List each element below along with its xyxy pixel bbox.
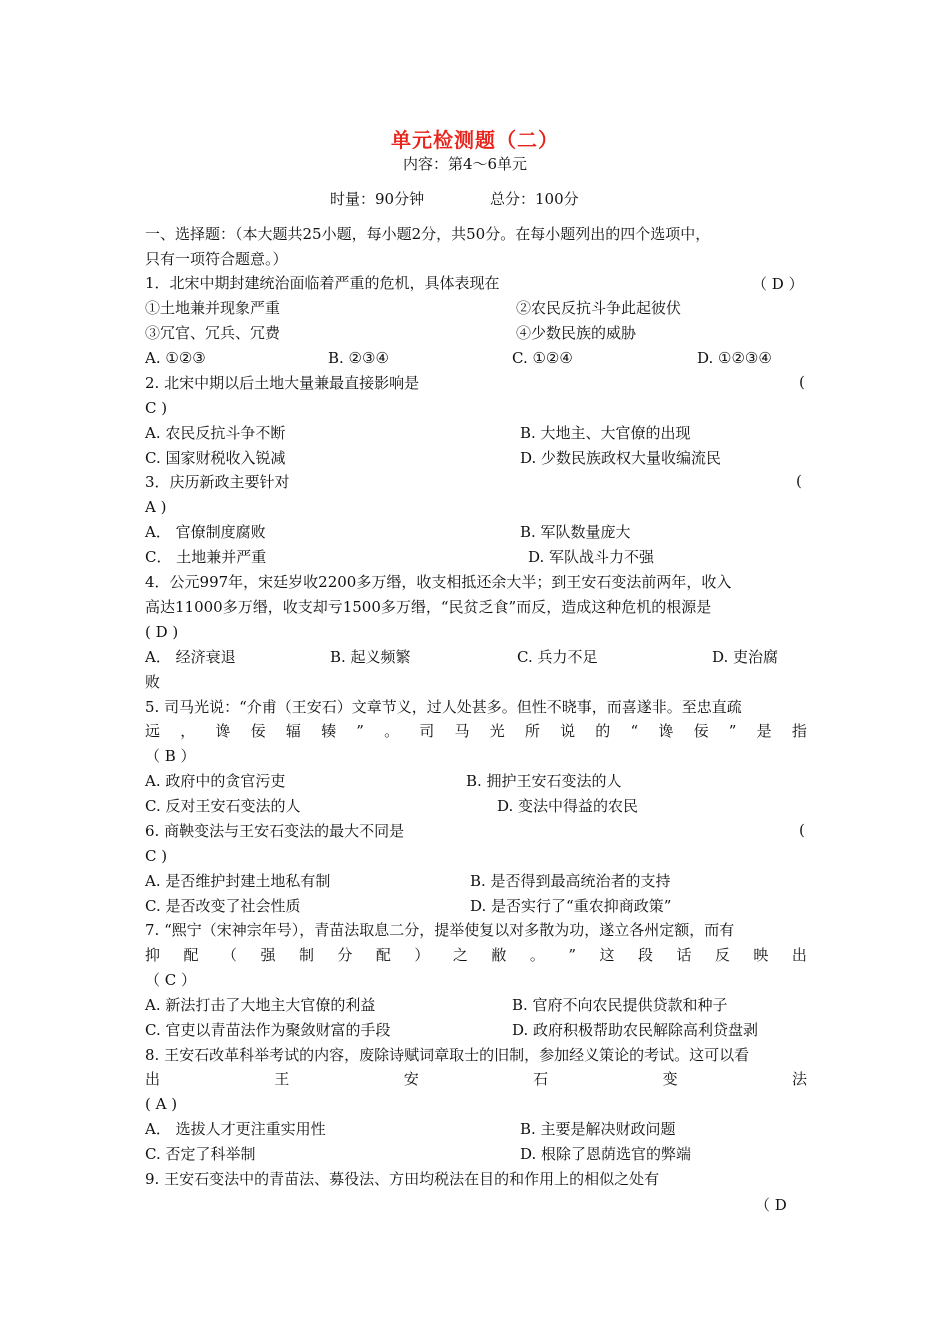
q6-paren: ( bbox=[799, 821, 805, 839]
q3-stem: 3．庆历新政主要针对 bbox=[145, 473, 290, 491]
q8-stem-line2 bbox=[145, 1069, 807, 1089]
q5-word: 司 bbox=[419, 722, 435, 740]
q4-option-d: D. 吏治腐 bbox=[712, 648, 779, 666]
q7-stem-line2 bbox=[145, 945, 807, 965]
q5-word: ， bbox=[180, 722, 196, 740]
q7-word: 抑 bbox=[145, 946, 161, 964]
q4-option-c: C. 兵力不足 bbox=[517, 648, 598, 666]
q6-option-c: C. 是否改变了社会性质 bbox=[145, 897, 301, 915]
q4-stem-line1: 4．公元997年，宋廷岁收2200多万缗，收支相抵还余大半；到王安石变法前两年，收入 bbox=[145, 573, 732, 591]
q8-word: 石 bbox=[533, 1070, 549, 1088]
q4-stem-line2: 高达11000多万缗，收支却亏1500多万缗，“民贫乏食”而反，造成这种危机的根源是 bbox=[145, 598, 712, 616]
q7-word: 敝 bbox=[491, 946, 507, 964]
q5-answer: （ B ） bbox=[145, 747, 196, 765]
q7-word: 配 bbox=[375, 946, 391, 964]
q7-option-b: B. 官府不向农民提供贷款和种子 bbox=[512, 996, 728, 1014]
q5-word: “ bbox=[630, 722, 639, 740]
q2-paren: ( bbox=[799, 373, 805, 391]
q1-option-d: D. ①②③④ bbox=[697, 349, 772, 367]
q7-word: 之 bbox=[452, 946, 468, 964]
q8-option-d: D. 根除了恩荫选官的弊端 bbox=[520, 1145, 692, 1163]
q3-option-c: C． 土地兼并严重 bbox=[145, 548, 267, 566]
q6-stem: 6. 商鞅变法与王安石变法的最大不同是 bbox=[145, 822, 405, 840]
q7-word: 这 bbox=[599, 946, 615, 964]
q1-item-3: ③冗官、冗兵、冗费 bbox=[145, 324, 281, 342]
q5-option-b: B. 拥护王安石变法的人 bbox=[466, 772, 622, 790]
q1-item-1: ①土地兼并现象严重 bbox=[145, 299, 281, 317]
q7-word: 强 bbox=[260, 946, 276, 964]
q8-word: 变 bbox=[662, 1070, 678, 1088]
q5-word: 指 bbox=[791, 722, 807, 740]
q5-word: 马 bbox=[454, 722, 470, 740]
q9-answer: （ D bbox=[755, 1196, 787, 1214]
q2-option-c: C. 国家财税收入锐减 bbox=[145, 449, 286, 467]
q7-word: 配 bbox=[183, 946, 199, 964]
q5-word: 佞 bbox=[250, 722, 266, 740]
q5-word: 辏 bbox=[321, 722, 337, 740]
q7-answer: （ C ） bbox=[145, 971, 197, 989]
q7-word: ” bbox=[568, 946, 576, 964]
q6-option-d: D. 是否实行了“重农抑商政策” bbox=[470, 897, 672, 915]
q2-option-b: B. 大地主、大官僚的出现 bbox=[520, 424, 691, 442]
q8-word: 安 bbox=[403, 1070, 419, 1088]
q4-option-a: A． 经济衰退 bbox=[145, 648, 236, 666]
q8-word: 王 bbox=[274, 1070, 290, 1088]
q7-word: 制 bbox=[298, 946, 314, 964]
q8-option-b: B. 主要是解决财政问题 bbox=[520, 1120, 676, 1138]
q4-option-b: B. 起义频繁 bbox=[330, 648, 411, 666]
total-score: 总分：100分 bbox=[490, 190, 579, 208]
q6-option-a: A. 是否维护封建土地私有制 bbox=[145, 872, 331, 890]
q5-word: 说 bbox=[560, 722, 576, 740]
section-heading-line1: 一、选择题：（本大题共25小题，每小题2分，共50分。在每小题列出的四个选项中， bbox=[145, 225, 711, 243]
q7-option-c: C. 官吏以青苗法作为聚敛财富的手段 bbox=[145, 1021, 391, 1039]
q7-word: （ bbox=[221, 946, 237, 964]
q7-word: 。 bbox=[529, 946, 545, 964]
q6-answer: C ) bbox=[145, 847, 168, 865]
q1-answer: （ D ） bbox=[752, 275, 804, 293]
q3-answer: A ) bbox=[145, 498, 167, 516]
q2-option-a: A. 农民反抗斗争不断 bbox=[145, 424, 286, 442]
q4-option-d-cont: 败 bbox=[145, 673, 161, 691]
q5-word: 谗 bbox=[658, 722, 674, 740]
q3-option-d: D. 军队战斗力不强 bbox=[528, 548, 655, 566]
q1-stem: 1．北宋中期封建统治面临着严重的危机，具体表现在 bbox=[145, 274, 500, 292]
q5-option-a: A. 政府中的贪官污吏 bbox=[145, 772, 286, 790]
q7-word: 反 bbox=[714, 946, 730, 964]
q3-option-b: B. 军队数量庞大 bbox=[520, 523, 631, 541]
q1-item-4: ④少数民族的威胁 bbox=[516, 324, 637, 342]
q5-word: 。 bbox=[384, 722, 400, 740]
q4-answer: ( D ) bbox=[145, 623, 179, 641]
q2-answer: C ) bbox=[145, 399, 168, 417]
page-subtitle: 内容：第4～6单元 bbox=[402, 155, 528, 173]
q9-stem: 9. 王安石变法中的青苗法、募役法、方田均税法在目的和作用上的相似之处有 bbox=[145, 1170, 660, 1188]
q5-stem-line1: 5. 司马光说：“介甫（王安石）文章节义，过人处甚多。但性不晓事，而喜遂非。至忠直疏 bbox=[145, 698, 742, 716]
time-limit: 时量：90分钟 bbox=[330, 190, 425, 208]
q8-answer: ( A ) bbox=[145, 1095, 178, 1113]
q2-option-d: D. 少数民族政权大量收编流民 bbox=[520, 449, 722, 467]
q1-option-c: C. ①②④ bbox=[512, 349, 573, 367]
q7-option-a: A. 新法打击了大地主大官僚的利益 bbox=[145, 996, 376, 1014]
q3-paren: ( bbox=[796, 472, 802, 490]
q6-option-b: B. 是否得到最高统治者的支持 bbox=[470, 872, 671, 890]
q5-word: 佞 bbox=[693, 722, 709, 740]
q5-option-d: D. 变法中得益的农民 bbox=[497, 797, 639, 815]
q7-word: 分 bbox=[337, 946, 353, 964]
q5-option-c: C. 反对王安石变法的人 bbox=[145, 797, 301, 815]
q5-stem-line2 bbox=[145, 721, 807, 741]
q8-option-c: C. 否定了科举制 bbox=[145, 1145, 256, 1163]
q1-option-a: A. ①②③ bbox=[145, 349, 206, 367]
q7-word: 出 bbox=[791, 946, 807, 964]
q7-word: 话 bbox=[676, 946, 692, 964]
q8-stem-line1: 8. 王安石改革科举考试的内容，废除诗赋词章取士的旧制，参加经义策论的考试。这可以看 bbox=[145, 1046, 750, 1064]
q5-word: 辐 bbox=[285, 722, 301, 740]
q7-option-d: D. 政府积极帮助农民解除高利贷盘剥 bbox=[512, 1021, 759, 1039]
q5-word: 光 bbox=[489, 722, 505, 740]
section-heading-line2: 只有一项符合题意。） bbox=[145, 250, 288, 268]
q5-word: 谗 bbox=[215, 722, 231, 740]
q5-word: ” bbox=[728, 722, 737, 740]
q7-stem-line1: 7. “熙宁（宋神宗年号），青苗法取息二分，提举使复以对多散为功，遂立各州定额，而有 bbox=[145, 921, 735, 939]
q7-word: 映 bbox=[753, 946, 769, 964]
q5-word: 的 bbox=[595, 722, 611, 740]
q2-stem: 2. 北宋中期以后土地大量兼最直接影响是 bbox=[145, 374, 420, 392]
q5-word: 是 bbox=[756, 722, 772, 740]
q8-word: 法 bbox=[791, 1070, 807, 1088]
q3-option-a: A． 官僚制度腐败 bbox=[145, 523, 266, 541]
q8-option-a: A． 选拔人才更注重实用性 bbox=[145, 1120, 326, 1138]
q5-word: ” bbox=[356, 722, 364, 740]
q7-word: 段 bbox=[637, 946, 653, 964]
q1-option-b: B. ②③④ bbox=[328, 349, 389, 367]
q5-word: 所 bbox=[524, 722, 540, 740]
page-title: 单元检测题（二） bbox=[391, 128, 559, 152]
q5-word: 远 bbox=[145, 722, 161, 740]
q7-word: ） bbox=[414, 946, 430, 964]
q1-item-2: ②农民反抗斗争此起彼伏 bbox=[516, 299, 682, 317]
q8-word: 出 bbox=[145, 1070, 161, 1088]
